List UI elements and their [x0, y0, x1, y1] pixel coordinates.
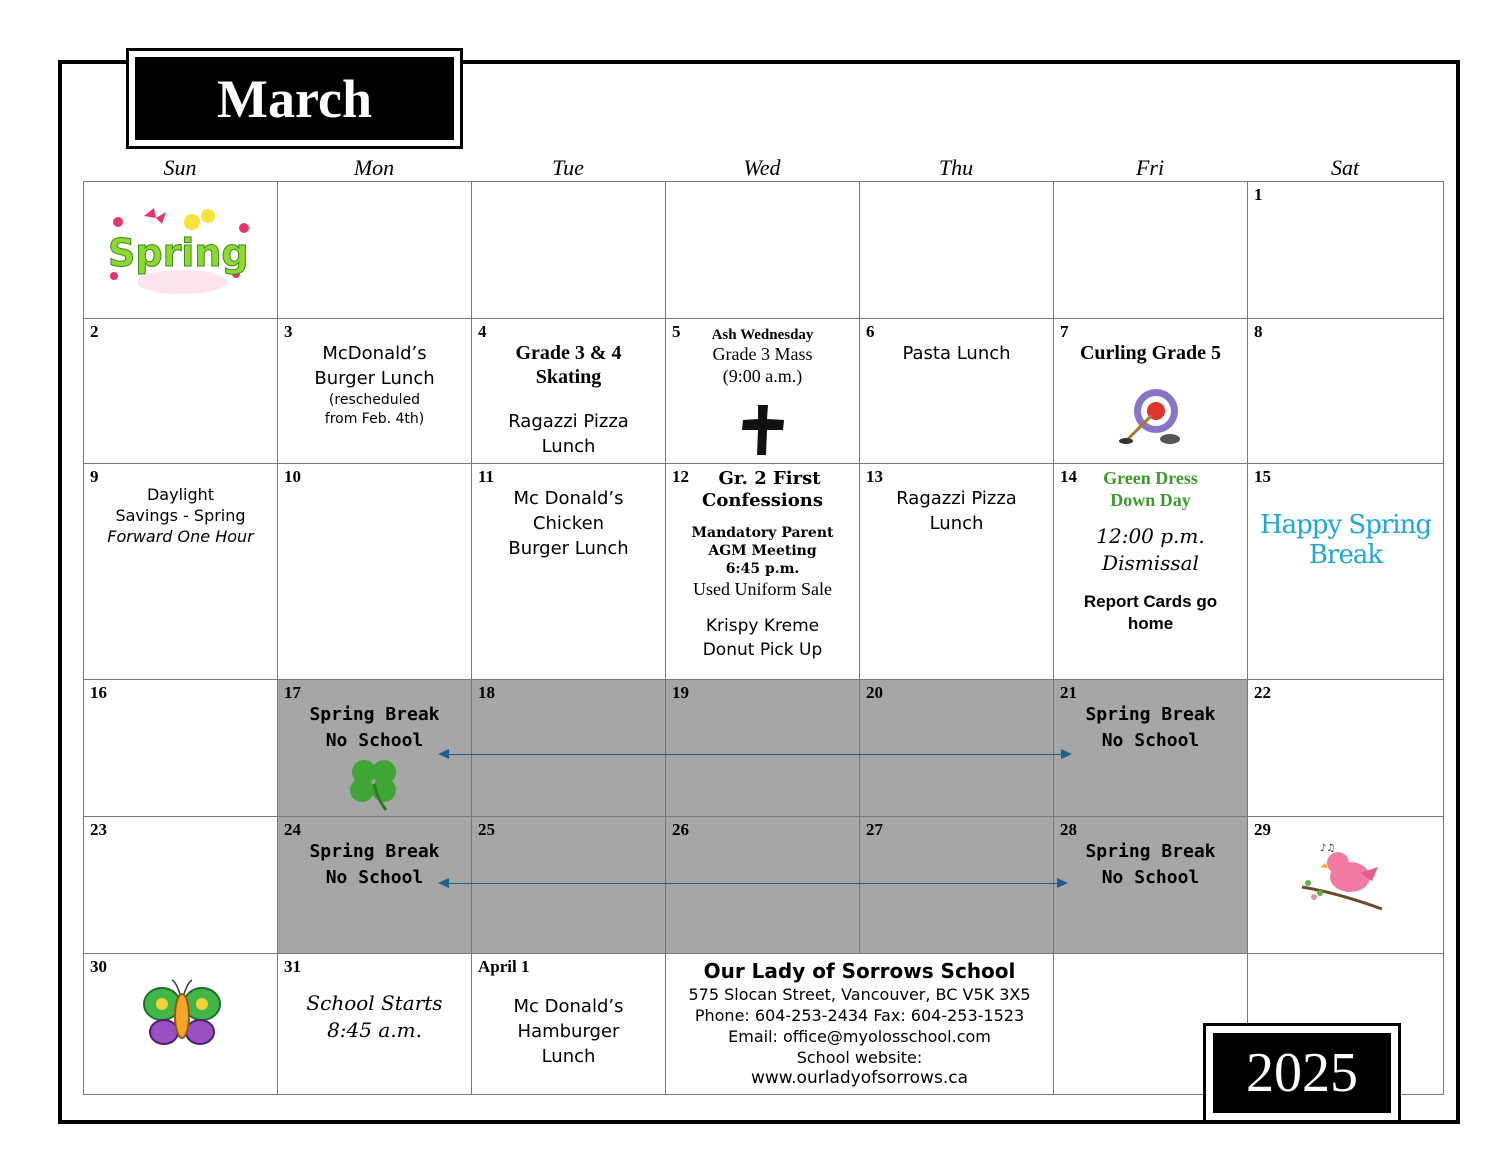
- day-number: 18: [478, 683, 495, 702]
- day-number: 3: [284, 322, 293, 341]
- day-cell-april-1: [472, 954, 666, 1094]
- day-cell-empty: [860, 182, 1054, 319]
- event-text: Spring Break: [1085, 841, 1216, 862]
- event-text: No School: [325, 730, 424, 751]
- event-text: No School: [325, 867, 424, 888]
- event-text: Ragazzi Pizza: [508, 411, 629, 432]
- butterfly-icon: [142, 976, 222, 1052]
- curling-stone-icon: [1118, 387, 1188, 447]
- day-cell-6: [860, 319, 1054, 464]
- day-cell-13: [860, 464, 1054, 680]
- day-number: 12: [672, 467, 689, 486]
- event-note: (rescheduled: [328, 392, 421, 408]
- school-phone: Phone: 604-253-2434 Fax: 604-253-1523: [694, 1006, 1025, 1025]
- event-text: Grade 3 & 4: [515, 342, 622, 364]
- event-text: Mc Donald’s: [513, 488, 624, 509]
- day-cell-16: [84, 680, 278, 817]
- day-number: 11: [478, 467, 495, 486]
- event-text: Ragazzi Pizza: [896, 488, 1017, 509]
- day-number: 21: [1060, 683, 1077, 702]
- day-number: 19: [672, 683, 689, 702]
- day-number: 14: [1060, 467, 1077, 486]
- day-number: 24: [284, 820, 301, 839]
- day-cell-8: [1248, 319, 1443, 464]
- day-number: 15: [1254, 467, 1271, 486]
- event-text: 6:45 p.m.: [725, 561, 800, 577]
- day-number: 6: [866, 322, 875, 341]
- day-number: 20: [866, 683, 883, 702]
- event-text: Report Cards go: [1083, 592, 1218, 611]
- day-number: 30: [90, 957, 107, 976]
- month-title: March: [135, 57, 454, 140]
- day-number: 7: [1060, 322, 1069, 341]
- event-text: Chicken: [532, 513, 605, 534]
- event-text: (9:00 a.m.): [722, 366, 803, 386]
- event-note: from Feb. 4th): [324, 411, 425, 427]
- cross-icon: [738, 403, 788, 457]
- weekday-thu: Thu: [938, 155, 974, 180]
- day-cell-21: [1054, 680, 1248, 817]
- day-number: 22: [1254, 683, 1271, 702]
- day-cell-20: [860, 680, 1054, 817]
- spring-flowers-icon: [104, 204, 254, 304]
- day-cell-18: [472, 680, 666, 817]
- day-cell-29: [1248, 817, 1443, 954]
- event-text: No School: [1101, 867, 1200, 888]
- day-cell-empty: [1054, 182, 1248, 319]
- day-cell-empty: [278, 182, 472, 319]
- day-cell-30: [84, 954, 278, 1094]
- spring-art-text: Spring: [108, 231, 249, 275]
- day-number: April 1: [478, 957, 530, 976]
- day-cell-28: [1054, 817, 1248, 954]
- day-cell-15: [1248, 464, 1443, 680]
- day-cell-empty: [84, 182, 278, 319]
- weekday-tue: Tue: [552, 155, 584, 180]
- event-text: Dismissal: [1102, 551, 1199, 575]
- month-title-box: [126, 48, 463, 149]
- event-text: Confessions: [702, 490, 823, 511]
- year-label: 2025: [1213, 1033, 1391, 1113]
- weekday-fri: Fri: [1135, 155, 1165, 180]
- event-text: Daylight: [146, 485, 215, 504]
- day-cell-23: [84, 817, 278, 954]
- event-text: Hamburger: [517, 1021, 620, 1042]
- day-number: 25: [478, 820, 495, 839]
- event-text: Spring Break: [1085, 704, 1216, 725]
- arrow-head-left: [438, 878, 449, 888]
- day-cell-4: [472, 319, 666, 464]
- spring-break-arrow: [440, 754, 1070, 755]
- day-cell-empty: [666, 182, 860, 319]
- event-text: Curling Grade 5: [1079, 342, 1222, 364]
- day-cell-empty: [472, 182, 666, 319]
- event-text: Spring Break: [309, 704, 440, 725]
- event-text: McDonald’s: [322, 343, 427, 364]
- day-cell-7: [1054, 319, 1248, 464]
- day-number: 13: [866, 467, 883, 486]
- school-email: Email: office@myolosschool.com: [728, 1027, 991, 1046]
- event-text: Lunch: [541, 1046, 596, 1067]
- calendar-grid: [83, 181, 1444, 1095]
- day-cell-1: [1248, 182, 1443, 319]
- event-text: Grade 3 Mass: [712, 344, 813, 364]
- school-website: www.ourladyofsorrows.ca: [751, 1068, 968, 1088]
- event-text: School Starts: [306, 991, 443, 1015]
- event-text: 8:45 a.m.: [327, 1018, 422, 1042]
- event-text: Down Day: [1110, 490, 1191, 510]
- happy-spring-break-text: Happy Spring Break: [1259, 510, 1431, 570]
- event-text: Burger Lunch: [314, 368, 435, 389]
- day-cell-5: [666, 319, 860, 464]
- event-text: Lunch: [541, 436, 596, 457]
- day-cell-10: [278, 464, 472, 680]
- day-cell-11: [472, 464, 666, 680]
- day-cell-26: [666, 817, 860, 954]
- day-number: 16: [90, 683, 107, 702]
- day-cell-9: [84, 464, 278, 680]
- event-text: Spring Break: [309, 841, 440, 862]
- day-number: 27: [866, 820, 883, 839]
- weekday-sat: Sat: [1330, 155, 1360, 180]
- svg-text:♪♫: ♪♫: [1320, 843, 1336, 854]
- day-cell-31: [278, 954, 472, 1094]
- event-text: No School: [1101, 730, 1200, 751]
- day-number: 8: [1254, 322, 1263, 341]
- day-number: 17: [284, 683, 301, 702]
- day-number: 23: [90, 820, 107, 839]
- arrow-head-left: [438, 749, 449, 759]
- day-cell-22: [1248, 680, 1443, 817]
- day-number: 26: [672, 820, 689, 839]
- weekday-sun: Sun: [163, 155, 197, 180]
- day-number: 2: [90, 322, 99, 341]
- event-text: Mandatory Parent: [691, 525, 834, 541]
- event-text: Lunch: [929, 513, 984, 534]
- spring-break-arrow: [440, 883, 1066, 884]
- event-text: 12:00 p.m.: [1096, 524, 1205, 548]
- day-cell-12: [666, 464, 860, 680]
- arrow-head-right: [1057, 878, 1068, 888]
- day-cell-19: [666, 680, 860, 817]
- day-number: 10: [284, 467, 301, 486]
- day-number: 31: [284, 957, 301, 976]
- arrow-head-right: [1061, 749, 1072, 759]
- event-text: AGM Meeting: [708, 543, 817, 559]
- day-number: 5: [672, 322, 681, 341]
- school-address: 575 Slocan Street, Vancouver, BC V5K 3X5: [688, 985, 1031, 1004]
- shamrock-icon: [348, 756, 400, 812]
- day-number: 29: [1254, 820, 1271, 839]
- day-number: 1: [1254, 185, 1263, 204]
- event-text: Forward One Hour: [107, 527, 254, 546]
- event-text: Krispy Kreme: [705, 616, 820, 636]
- event-text: Mc Donald’s: [513, 996, 624, 1017]
- event-text: Savings - Spring: [115, 506, 246, 525]
- event-text: home: [1127, 614, 1174, 633]
- weekday-wed: Wed: [743, 155, 781, 180]
- event-text: Skating: [535, 366, 602, 388]
- bird-on-branch-icon: [1298, 843, 1388, 913]
- event-text: Green Dress: [1103, 468, 1198, 488]
- year-box: [1203, 1023, 1401, 1123]
- day-number: 9: [90, 467, 99, 486]
- event-text: Burger Lunch: [508, 538, 629, 559]
- day-cell-27: [860, 817, 1054, 954]
- event-text: Pasta Lunch: [902, 343, 1011, 364]
- day-cell-25: [472, 817, 666, 954]
- day-cell-14: [1054, 464, 1248, 680]
- day-number: 28: [1060, 820, 1077, 839]
- school-name: Our Lady of Sorrows School: [703, 959, 1016, 983]
- day-cell-2: [84, 319, 278, 464]
- school-info: [666, 954, 1054, 1094]
- event-text: Ash Wednesday: [711, 327, 814, 343]
- event-text: Donut Pick Up: [702, 640, 823, 660]
- school-website-label: School website:: [796, 1048, 923, 1067]
- event-text: Used Uniform Sale: [693, 579, 832, 599]
- day-number: 4: [478, 322, 487, 341]
- day-cell-3: [278, 319, 472, 464]
- weekday-mon: Mon: [353, 155, 395, 180]
- event-text: Gr. 2 First: [718, 468, 821, 489]
